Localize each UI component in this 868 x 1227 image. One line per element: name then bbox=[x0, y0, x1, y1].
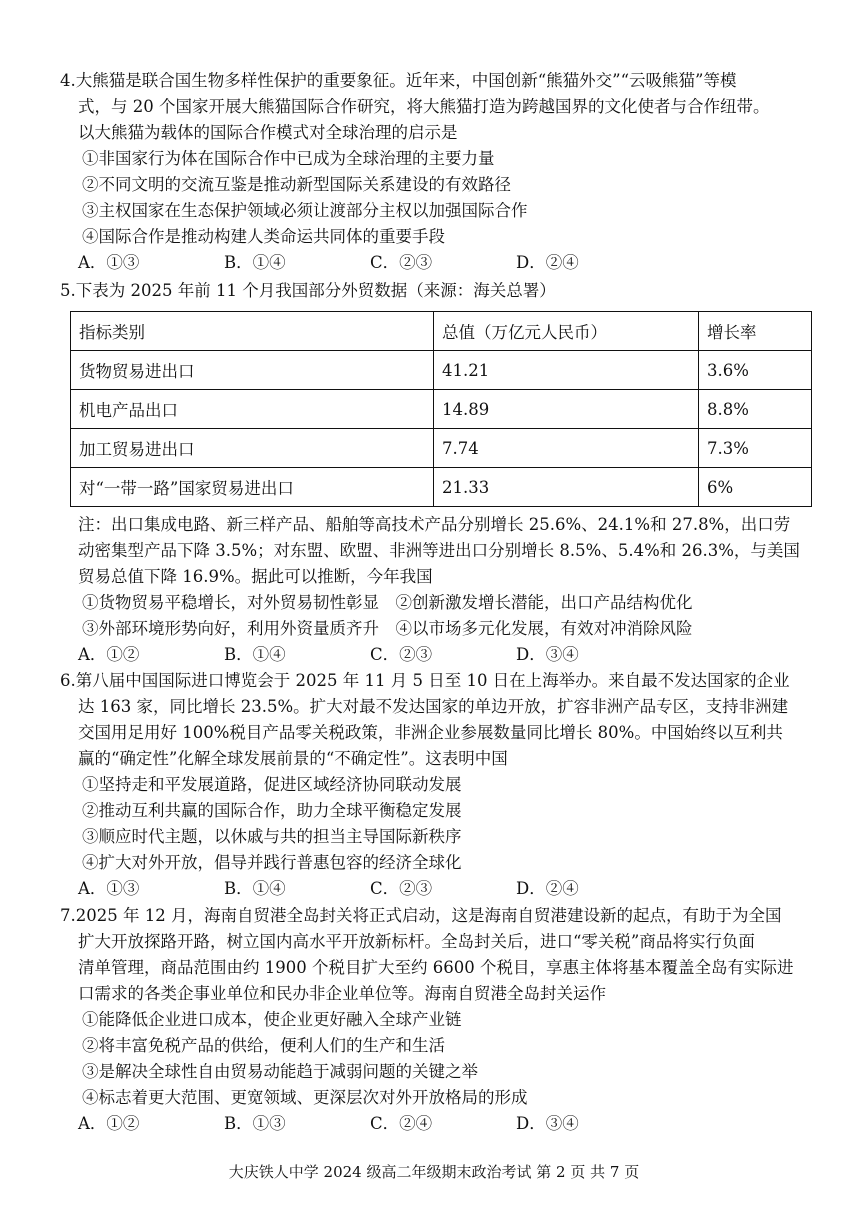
answer-choice-c[interactable]: C．②③ bbox=[370, 879, 433, 898]
question-7 bbox=[60, 903, 815, 1137]
answer-choice-b[interactable]: B．①④ bbox=[224, 645, 286, 664]
question-6-option: ①坚持走和平发展道路，促进区域经济协同联动发展 bbox=[82, 775, 462, 794]
table-header-row bbox=[71, 312, 812, 351]
answer-choice-b[interactable]: B．①④ bbox=[224, 879, 286, 898]
question-4-option: ④国际合作是推动构建人类命运共同体的重要手段 bbox=[82, 227, 445, 246]
table-header-cell: 总值（万亿元人民币） bbox=[434, 312, 699, 351]
answer-choice-c[interactable]: C．②③ bbox=[370, 253, 433, 272]
question-5-body bbox=[60, 512, 815, 668]
question-6-answers bbox=[60, 876, 815, 902]
question-4-stem-line: 以大熊猫为载体的国际合作模式对全球治理的启示是 bbox=[78, 123, 458, 142]
table-cell: 7.3% bbox=[699, 429, 812, 468]
answer-choice-c[interactable]: C．②③ bbox=[370, 645, 433, 664]
question-5-option: ①货物贸易平稳增长，对外贸易韧性彰显 ②创新激发增长潜能，出口产品结构优化 bbox=[82, 593, 693, 612]
question-5-note-line: 贸易总值下降 16.9%。据此可以推断，今年我国 bbox=[78, 567, 433, 586]
table-cell: 加工贸易进出口 bbox=[71, 429, 434, 468]
question-6-option: ③顺应时代主题，以休戚与共的担当主导国际新秩序 bbox=[82, 827, 462, 846]
question-6-stem-line: 6.第八届中国国际进口博览会于 2025 年 11 月 5 日至 10 日在上海举办。来自最不发达国家的企业 bbox=[60, 671, 790, 690]
question-4 bbox=[60, 68, 815, 276]
answer-choice-d[interactable]: D．②④ bbox=[516, 879, 579, 898]
question-7-answers bbox=[60, 1111, 815, 1137]
question-7-stem-line: 7.2025 年 12 月，海南自贸港全岛封关将正式启动，这是海南自贸港建设新的起点，有助于为全国 bbox=[60, 906, 782, 925]
answer-choice-d[interactable]: D．③④ bbox=[516, 1114, 579, 1133]
question-5-stem-line: 5.下表为 2025 年前 11 个月我国部分外贸数据（来源：海关总署） bbox=[60, 281, 556, 300]
question-6 bbox=[60, 668, 815, 902]
question-4-option: ③主权国家在生态保护领域必须让渡部分主权以加强国际合作 bbox=[82, 201, 528, 220]
question-7-stem-line: 口需求的各类企事业单位和民办非企业单位等。海南自贸港全岛封关运作 bbox=[78, 984, 606, 1003]
table-header-cell: 增长率 bbox=[699, 312, 812, 351]
question-5-answers bbox=[60, 642, 815, 668]
table-header-cell: 指标类别 bbox=[71, 312, 434, 351]
table-cell: 41.21 bbox=[434, 351, 699, 390]
answer-choice-a[interactable]: A．①③ bbox=[78, 879, 140, 898]
question-5-note-line: 动密集型产品下降 3.5%；对东盟、欧盟、非洲等进出口分别增长 8.5%、5.4%和 26.3%，与美国 bbox=[78, 541, 800, 560]
table-row bbox=[71, 351, 812, 390]
table-cell: 3.6% bbox=[699, 351, 812, 390]
question-4-stem-line: 式，与 20 个国家开展大熊猫国际合作研究，将大熊猫打造为跨越国界的文化使者与合作纽带。 bbox=[78, 97, 770, 116]
table-cell: 对“一带一路”国家贸易进出口 bbox=[71, 468, 434, 507]
question-4-answers bbox=[60, 250, 815, 276]
answer-choice-d[interactable]: D．③④ bbox=[516, 645, 579, 664]
question-7-option: ④标志着更大范围、更宽领域、更深层次对外开放格局的形成 bbox=[82, 1088, 528, 1107]
question-4-stem-line: 4.大熊猫是联合国生物多样性保护的重要象征。近年来，中国创新“熊猫外交”“云吸熊猫”等模 bbox=[60, 71, 737, 90]
question-7-stem-line: 清单管理，商品范围由约 1900 个税目扩大至约 6600 个税目，享惠主体将基本覆盖全岛有实际进 bbox=[78, 958, 794, 977]
question-4-option: ②不同文明的交流互鉴是推动新型国际关系建设的有效路径 bbox=[82, 175, 511, 194]
answer-choice-b[interactable]: B．①④ bbox=[224, 253, 286, 272]
question-4-option: ①非国家行为体在国际合作中已成为全球治理的主要力量 bbox=[82, 149, 495, 168]
question-6-stem-line: 赢的“确定性”化解全球发展前景的“不确定性”。这表明中国 bbox=[78, 749, 508, 768]
answer-choice-a[interactable]: A．①② bbox=[78, 645, 140, 664]
answer-choice-b[interactable]: B．①③ bbox=[224, 1114, 286, 1133]
table-cell: 机电产品出口 bbox=[71, 390, 434, 429]
table-cell: 21.33 bbox=[434, 468, 699, 507]
answer-choice-a[interactable]: A．①③ bbox=[78, 253, 140, 272]
question-5-intro bbox=[60, 278, 815, 304]
table-row bbox=[71, 429, 812, 468]
table-cell: 货物贸易进出口 bbox=[71, 351, 434, 390]
table-cell: 14.89 bbox=[434, 390, 699, 429]
question-6-option: ④扩大对外开放，倡导并践行普惠包容的经济全球化 bbox=[82, 853, 462, 872]
answer-choice-c[interactable]: C．②④ bbox=[370, 1114, 433, 1133]
question-6-option: ②推动互利共赢的国际合作，助力全球平衡稳定发展 bbox=[82, 801, 462, 820]
question-6-stem-line: 达 163 家，同比增长 23.5%。扩大对最不发达国家的单边开放，扩容非洲产品专区，支持非洲建 bbox=[78, 697, 789, 716]
answer-choice-d[interactable]: D．②④ bbox=[516, 253, 579, 272]
table-cell: 8.8% bbox=[699, 390, 812, 429]
answer-choice-a[interactable]: A．①② bbox=[78, 1114, 140, 1133]
question-5-note-line: 注：出口集成电路、新三样产品、船舶等高技术产品分别增长 25.6%、24.1%和 27.8%，出口劳 bbox=[78, 515, 791, 534]
question-7-stem-line: 扩大开放探路开路，树立国内高水平开放新标杆。全岛封关后，进口“零关税”商品将实行负面 bbox=[78, 932, 755, 951]
table-cell: 7.74 bbox=[434, 429, 699, 468]
table-cell: 6% bbox=[699, 468, 812, 507]
question-5-option: ③外部环境形势向好，利用外资量质齐升 ④以市场多元化发展，有效对冲消除风险 bbox=[82, 619, 693, 638]
question-7-option: ②将丰富免税产品的供给，便利人们的生产和生活 bbox=[82, 1036, 445, 1055]
question-7-option: ③是解决全球性自由贸易动能趋于减弱问题的关键之举 bbox=[82, 1062, 478, 1081]
table-row bbox=[71, 468, 812, 507]
page-footer: 大庆铁人中学 2024 级高二年级期末政治考试 第 2 页 共 7 页 bbox=[228, 1163, 640, 1181]
table-row bbox=[71, 390, 812, 429]
question-6-stem-line: 交国用足用好 100%税目产品零关税政策，非洲企业参展数量同比增长 80%。中国始终以互利共 bbox=[78, 723, 783, 742]
trade-data-table bbox=[70, 311, 812, 507]
question-7-option: ①能降低企业进口成本，使企业更好融入全球产业链 bbox=[82, 1010, 462, 1029]
